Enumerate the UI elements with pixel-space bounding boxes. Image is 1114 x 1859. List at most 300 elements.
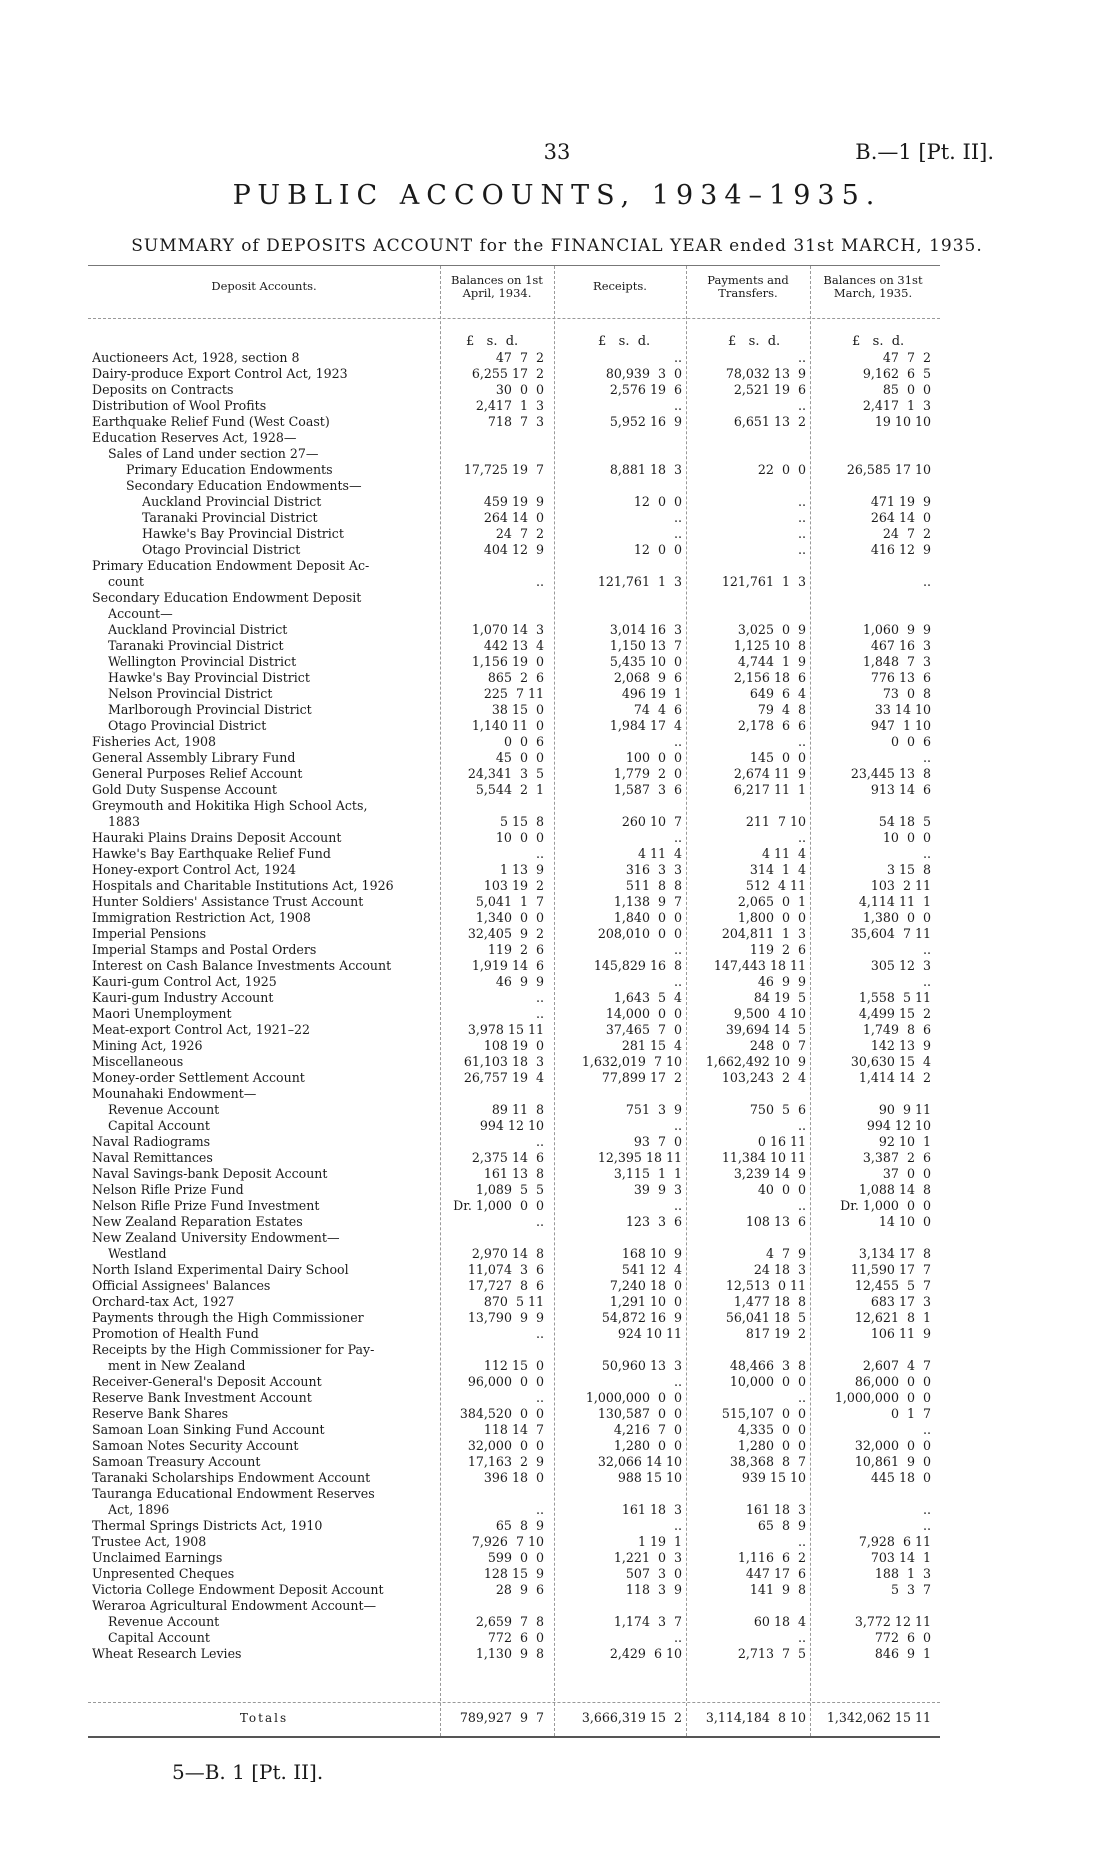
cell-payments: 65 8 9 [757, 1518, 806, 1533]
cell-closing: 3 15 8 [886, 862, 931, 877]
cell-receipts: .. [673, 1118, 682, 1133]
cell-opening: 384,520 0 0 [459, 1406, 544, 1421]
cell-closing: 10 0 0 [882, 830, 931, 845]
table-row [88, 1310, 940, 1326]
cell-receipts: 4,216 7 0 [613, 1422, 682, 1437]
cell-payments: 147,443 18 11 [713, 958, 806, 973]
row-label: Naval Radiograms [92, 1134, 211, 1149]
cell-opening: 32,000 0 0 [467, 1438, 544, 1453]
cell-opening: 32,405 9 2 [467, 926, 544, 941]
row-label: Honey-export Control Act, 1924 [92, 862, 297, 877]
row-label: Fisheries Act, 1908 [92, 734, 217, 749]
row-label: Nelson Provincial District [108, 686, 273, 701]
cell-closing: 5 3 7 [890, 1582, 931, 1597]
cell-payments: .. [797, 830, 806, 845]
row-label: General Assembly Library Fund [92, 750, 296, 765]
table-row [88, 814, 940, 830]
cell-closing: .. [922, 1502, 931, 1517]
row-label: Earthquake Relief Fund (West Coast) [92, 414, 330, 429]
units-opening: £ s. d. [466, 334, 519, 349]
table-row [88, 766, 940, 782]
row-label: Auckland Provincial District [108, 622, 288, 637]
cell-payments: 56,041 18 5 [725, 1310, 806, 1325]
row-label: Samoan Loan Sinking Fund Account [92, 1422, 325, 1437]
cell-opening: .. [535, 1134, 544, 1149]
cell-receipts: 507 3 0 [625, 1566, 682, 1581]
cell-closing: 305 12 3 [870, 958, 931, 973]
cell-payments: 119 2 6 [749, 942, 806, 957]
cell-opening: 404 12 9 [483, 542, 544, 557]
cell-closing: 92 10 1 [878, 1134, 931, 1149]
cell-closing: 73 0 8 [882, 686, 931, 701]
row-label: Nelson Rifle Prize Fund Investment [92, 1198, 320, 1213]
cell-opening: 128 15 9 [483, 1566, 544, 1581]
cell-receipts: 12 0 0 [633, 494, 682, 509]
cell-closing: 142 13 9 [870, 1038, 931, 1053]
table-row [88, 350, 940, 366]
cell-receipts: .. [673, 942, 682, 957]
table-row [88, 430, 940, 446]
cell-receipts: 8,881 18 3 [609, 462, 682, 477]
row-label: Auctioneers Act, 1928, section 8 [92, 350, 300, 365]
cell-opening: .. [535, 846, 544, 861]
row-label: Secondary Education Endowment Deposit [92, 590, 362, 605]
cell-opening: 1,340 0 0 [475, 910, 544, 925]
cell-opening: 5 15 8 [499, 814, 544, 829]
totals-payments: 3,114,184 8 10 [705, 1710, 806, 1725]
cell-receipts: .. [673, 1374, 682, 1389]
row-label: Samoan Treasury Account [92, 1454, 261, 1469]
row-label: Revenue Account [108, 1102, 220, 1117]
col-header-opening: Balances on 1st April, 1934. [451, 273, 543, 300]
cell-payments: 9,500 4 10 [733, 1006, 806, 1021]
cell-opening: 118 14 7 [483, 1422, 544, 1437]
col-header-account: Deposit Accounts. [211, 279, 317, 293]
cell-closing: 3,387 2 6 [862, 1150, 931, 1165]
cell-opening: 2,659 7 8 [475, 1614, 544, 1629]
table-row [88, 366, 940, 382]
row-label: Official Assignees' Balances [92, 1278, 271, 1293]
cell-payments: 24 18 3 [753, 1262, 806, 1277]
cell-closing: 947 1 10 [870, 718, 931, 733]
row-label: ment in New Zealand [108, 1358, 246, 1373]
cell-closing: 85 0 0 [882, 382, 931, 397]
cell-payments: 4,744 1 9 [737, 654, 806, 669]
cell-closing: 54 18 5 [878, 814, 931, 829]
cell-closing: 1,749 8 6 [862, 1022, 931, 1037]
table-row [88, 878, 940, 894]
cell-closing: 12,621 8 1 [854, 1310, 931, 1325]
cell-closing: 1,414 14 2 [858, 1070, 931, 1085]
cell-receipts: 1,291 10 0 [609, 1294, 682, 1309]
cell-opening: 459 19 9 [483, 494, 544, 509]
table-row [88, 510, 940, 526]
table-row [88, 1054, 940, 1070]
cell-receipts: 161 18 3 [621, 1502, 682, 1517]
page-number: 33 [543, 140, 571, 164]
cell-opening: 718 7 3 [487, 414, 544, 429]
cell-payments: 79 4 8 [757, 702, 806, 717]
table-row [88, 590, 940, 606]
table-row [88, 1294, 940, 1310]
cell-closing: 1,558 5 11 [858, 990, 931, 1005]
cell-closing: 47 7 2 [882, 350, 931, 365]
table-row [88, 782, 940, 798]
row-label: Receiver-General's Deposit Account [92, 1374, 322, 1389]
cell-receipts: .. [673, 1630, 682, 1645]
cell-payments: 141 9 8 [749, 1582, 806, 1597]
table-row [88, 526, 940, 542]
row-label: Hawke's Bay Provincial District [108, 670, 310, 685]
cell-payments: 4 11 4 [761, 846, 806, 861]
cell-receipts: .. [673, 734, 682, 749]
table-row [88, 862, 940, 878]
row-label: Unpresented Cheques [92, 1566, 235, 1581]
row-label: Promotion of Health Fund [92, 1326, 259, 1341]
cell-opening: 2,375 14 6 [471, 1150, 544, 1165]
cell-payments: .. [797, 1390, 806, 1405]
col-header-receipts: Receipts. [593, 279, 647, 293]
table-row [88, 1166, 940, 1182]
row-label: Primary Education Endowments [126, 462, 333, 477]
table-row [88, 830, 940, 846]
cell-receipts: 281 15 4 [621, 1038, 682, 1053]
row-label: Thermal Springs Districts Act, 1910 [92, 1518, 323, 1533]
cell-payments: 22 0 0 [757, 462, 806, 477]
cell-payments: 40 0 0 [757, 1182, 806, 1197]
cell-opening: 45 0 0 [495, 750, 544, 765]
row-label: Immigration Restriction Act, 1908 [92, 910, 311, 925]
cell-closing: 2,607 4 7 [862, 1358, 931, 1373]
cell-receipts: 123 3 6 [625, 1214, 682, 1229]
cell-receipts: 316 3 3 [625, 862, 682, 877]
row-label: Meat-export Control Act, 1921–22 [92, 1022, 311, 1037]
cell-receipts: 145,829 16 8 [593, 958, 682, 973]
row-label: Dairy-produce Export Control Act, 1923 [92, 366, 348, 381]
cell-opening: Dr. 1,000 0 0 [453, 1198, 544, 1213]
cell-receipts: .. [673, 350, 682, 365]
cell-receipts: 1,587 3 6 [613, 782, 682, 797]
cell-receipts: 12,395 18 11 [597, 1150, 682, 1165]
cell-opening: .. [535, 1326, 544, 1341]
cell-opening: 1,089 5 5 [475, 1182, 544, 1197]
row-label: Otago Provincial District [108, 718, 267, 733]
cell-payments: .. [797, 494, 806, 509]
table-row [88, 1246, 940, 1262]
cell-closing: 846 9 1 [874, 1646, 931, 1661]
table-row [88, 1566, 940, 1582]
cell-opening: 161 13 8 [483, 1166, 544, 1181]
row-label: Reserve Bank Shares [92, 1406, 229, 1421]
cell-opening: .. [535, 1214, 544, 1229]
row-label: Hauraki Plains Drains Deposit Account [92, 830, 342, 845]
cell-opening: 17,727 8 6 [467, 1278, 544, 1293]
cell-closing: 30,630 15 4 [850, 1054, 931, 1069]
cell-payments: 2,065 0 1 [737, 894, 806, 909]
cell-receipts: 496 19 1 [621, 686, 682, 701]
cell-opening: 1 13 9 [499, 862, 544, 877]
deposits-table [88, 265, 940, 1738]
cell-receipts: 168 10 9 [621, 1246, 682, 1261]
cell-payments: .. [797, 350, 806, 365]
cell-opening: 10 0 0 [495, 830, 544, 845]
cell-payments: 1,800 0 0 [737, 910, 806, 925]
table-row [88, 1438, 940, 1454]
cell-closing: 7,928 6 11 [858, 1534, 931, 1549]
cell-opening: 112 15 0 [483, 1358, 544, 1373]
cell-payments: 939 15 10 [741, 1470, 806, 1485]
cell-receipts: 2,576 19 6 [609, 382, 682, 397]
cell-payments: .. [797, 1118, 806, 1133]
row-label: Miscellaneous [92, 1054, 184, 1069]
cell-opening: 772 6 0 [487, 1630, 544, 1645]
totals-row [88, 1710, 940, 1726]
cell-closing: 2,417 1 3 [862, 398, 931, 413]
cell-payments: 10,000 0 0 [729, 1374, 806, 1389]
row-label: Sales of Land under section 27— [108, 446, 319, 461]
table-row [88, 1470, 940, 1486]
cell-closing: 35,604 7 11 [850, 926, 931, 941]
cell-opening: .. [535, 1006, 544, 1021]
row-label: Payments through the High Commissioner [92, 1310, 364, 1325]
cell-receipts: 93 7 0 [633, 1134, 682, 1149]
cell-payments: 1,116 6 2 [737, 1550, 806, 1565]
cell-receipts: 924 10 11 [617, 1326, 682, 1341]
totals-closing: 1,342,062 15 11 [826, 1710, 931, 1725]
cell-receipts: 5,952 16 9 [609, 414, 682, 429]
cell-payments: 3,239 14 9 [733, 1166, 806, 1181]
cell-payments: 2,674 11 9 [733, 766, 806, 781]
cell-payments: 78,032 13 9 [725, 366, 806, 381]
cell-closing: 106 11 9 [870, 1326, 931, 1341]
cell-closing: 471 19 9 [870, 494, 931, 509]
table-row [88, 1502, 940, 1518]
cell-opening: 0 0 6 [503, 734, 544, 749]
cell-opening: 1,156 19 0 [471, 654, 544, 669]
cell-receipts: 77,899 17 2 [601, 1070, 682, 1085]
cell-opening: 1,070 14 3 [471, 622, 544, 637]
cell-closing: 1,060 9 9 [862, 622, 931, 637]
row-label: count [108, 574, 144, 589]
totals-rule [88, 1702, 940, 1703]
table-row [88, 1422, 940, 1438]
cell-receipts: 1,280 0 0 [613, 1438, 682, 1453]
table-row [88, 926, 940, 942]
cell-opening: 119 2 6 [487, 942, 544, 957]
cell-opening: 24 7 2 [495, 526, 544, 541]
cell-receipts: 1,632,019 7 10 [581, 1054, 682, 1069]
cell-closing: 23,445 13 8 [850, 766, 931, 781]
header-rule [88, 318, 940, 319]
table-row [88, 1022, 940, 1038]
cell-receipts: 130,587 0 0 [597, 1406, 682, 1421]
cell-payments: .. [797, 1534, 806, 1549]
cell-payments: 48,466 3 8 [729, 1358, 806, 1373]
cell-payments: 211 7 10 [745, 814, 806, 829]
cell-payments: 750 5 6 [749, 1102, 806, 1117]
cell-closing: .. [922, 942, 931, 957]
table-row [88, 958, 940, 974]
cell-closing: 32,000 0 0 [854, 1438, 931, 1453]
table-row [88, 910, 940, 926]
cell-receipts: 74 4 6 [633, 702, 682, 717]
row-label: Mounahaki Endowment— [92, 1086, 257, 1101]
row-label: Capital Account [108, 1630, 210, 1645]
row-label: Naval Remittances [92, 1150, 213, 1165]
cell-opening: 13,790 9 9 [467, 1310, 544, 1325]
row-label: Taranaki Provincial District [108, 638, 284, 653]
totals-opening: 789,927 9 7 [459, 1710, 544, 1725]
row-label: Unclaimed Earnings [92, 1550, 223, 1565]
units-closing: £ s. d. [852, 334, 905, 349]
cell-opening: 28 9 6 [495, 1582, 544, 1597]
row-label: Weraroa Agricultural Endowment Account— [92, 1598, 377, 1613]
cell-receipts: 541 12 4 [621, 1262, 682, 1277]
table-row [88, 670, 940, 686]
cell-payments: 108 13 6 [745, 1214, 806, 1229]
cell-closing: 103 2 11 [870, 878, 931, 893]
table-row [88, 1406, 940, 1422]
cell-opening: 396 18 0 [483, 1470, 544, 1485]
cell-receipts: 54,872 16 9 [601, 1310, 682, 1325]
table-row [88, 1006, 940, 1022]
page-title: PUBLIC ACCOUNTS, 1934–1935. [232, 180, 882, 211]
cell-receipts: 208,010 0 0 [597, 926, 682, 941]
table-row [88, 462, 940, 478]
cell-opening: 3,978 15 11 [467, 1022, 544, 1037]
col-header-closing: Balances on 31st March, 1935. [823, 273, 923, 300]
table-row [88, 1614, 940, 1630]
cell-closing: 1,848 7 3 [862, 654, 931, 669]
row-label: Wellington Provincial District [108, 654, 297, 669]
row-label: Mining Act, 1926 [92, 1038, 203, 1053]
cell-closing: .. [922, 1422, 931, 1437]
cell-opening: 5,544 2 1 [475, 782, 544, 797]
cell-receipts: 751 3 9 [625, 1102, 682, 1117]
cell-receipts: 37,465 7 0 [605, 1022, 682, 1037]
cell-closing: 26,585 17 10 [846, 462, 931, 477]
cell-closing: .. [922, 750, 931, 765]
row-label: Kauri-gum Control Act, 1925 [92, 974, 277, 989]
cell-opening: 2,970 14 8 [471, 1246, 544, 1261]
cell-opening: 599 0 0 [487, 1550, 544, 1565]
row-label: Taranaki Scholarships Endowment Account [92, 1470, 371, 1485]
table-row [88, 990, 940, 1006]
row-label: Taranaki Provincial District [142, 510, 318, 525]
cell-receipts: 1,174 3 7 [613, 1614, 682, 1629]
row-label: Nelson Rifle Prize Fund [92, 1182, 244, 1197]
row-label: New Zealand Reparation Estates [92, 1214, 303, 1229]
cell-receipts: 1,984 17 4 [609, 718, 682, 733]
cell-opening: 1,919 14 6 [471, 958, 544, 973]
cell-payments: 649 6 4 [749, 686, 806, 701]
col-header-payments: Payments and Transfers. [707, 273, 789, 300]
cell-opening: 89 11 8 [491, 1102, 544, 1117]
cell-receipts: .. [673, 1198, 682, 1213]
table-row [88, 382, 940, 398]
cell-payments: 46 9 9 [757, 974, 806, 989]
cell-opening: .. [535, 990, 544, 1005]
cell-opening: 96,000 0 0 [467, 1374, 544, 1389]
cell-opening: 11,074 3 6 [467, 1262, 544, 1277]
table-row [88, 1198, 940, 1214]
cell-opening: 103 19 2 [483, 878, 544, 893]
table-row [88, 894, 940, 910]
cell-opening: 264 14 0 [483, 510, 544, 525]
table-row [88, 1374, 940, 1390]
cell-receipts: 80,939 3 0 [605, 366, 682, 381]
table-row [88, 638, 940, 654]
cell-payments: 248 0 7 [749, 1038, 806, 1053]
row-label: Education Reserves Act, 1928— [92, 430, 297, 445]
cell-closing: 11,590 17 7 [850, 1262, 931, 1277]
cell-payments: 145 0 0 [749, 750, 806, 765]
table-row [88, 1454, 940, 1470]
cell-closing: Dr. 1,000 0 0 [840, 1198, 931, 1213]
cell-closing: 776 13 6 [870, 670, 931, 685]
row-label: Primary Education Endowment Deposit Ac- [92, 558, 370, 573]
table-row [88, 1102, 940, 1118]
table-row [88, 798, 940, 814]
cell-payments: 38,368 8 7 [729, 1454, 806, 1469]
table-row [88, 1550, 940, 1566]
units-receipts: £ s. d. [598, 334, 651, 349]
cell-receipts: 1,221 0 3 [613, 1550, 682, 1565]
cell-payments: .. [797, 526, 806, 541]
cell-receipts: 1,779 2 0 [613, 766, 682, 781]
cell-receipts: 12 0 0 [633, 542, 682, 557]
table-row [88, 398, 940, 414]
cell-opening: 225 7 11 [483, 686, 544, 701]
cell-closing: .. [922, 974, 931, 989]
cell-payments: 314 1 4 [749, 862, 806, 877]
cell-payments: .. [797, 1630, 806, 1645]
cell-closing: .. [922, 846, 931, 861]
cell-closing: 0 0 6 [890, 734, 931, 749]
cell-closing: 1,088 14 8 [858, 1182, 931, 1197]
row-label: Greymouth and Hokitika High School Acts, [92, 798, 368, 813]
cell-closing: 703 14 1 [870, 1550, 931, 1565]
table-row [88, 1086, 940, 1102]
row-label: Imperial Stamps and Postal Orders [92, 942, 317, 957]
cell-receipts: 1 19 1 [637, 1534, 682, 1549]
row-label: Victoria College Endowment Deposit Account [92, 1582, 384, 1597]
cell-payments: 2,713 7 5 [737, 1646, 806, 1661]
cell-closing: 3,772 12 11 [854, 1614, 931, 1629]
row-label: Capital Account [108, 1118, 210, 1133]
cell-receipts: 1,840 0 0 [613, 910, 682, 925]
table-row [88, 1134, 940, 1150]
row-label: Otago Provincial District [142, 542, 301, 557]
cell-closing: .. [922, 1518, 931, 1533]
cell-closing: 4,114 11 1 [858, 894, 931, 909]
cell-closing: 86,000 0 0 [854, 1374, 931, 1389]
cell-closing: 683 17 3 [870, 1294, 931, 1309]
table-row [88, 1118, 940, 1134]
table-row [88, 1534, 940, 1550]
row-label: Naval Savings-bank Deposit Account [92, 1166, 328, 1181]
table-row [88, 494, 940, 510]
cell-opening: 17,163 2 9 [467, 1454, 544, 1469]
cell-receipts: .. [673, 526, 682, 541]
table-row [88, 702, 940, 718]
totals-receipts: 3,666,319 15 2 [581, 1710, 682, 1725]
row-label: Maori Unemployment [92, 1006, 232, 1021]
cell-receipts: 511 8 8 [625, 878, 682, 893]
cell-payments: 60 18 4 [753, 1614, 806, 1629]
cell-closing: 445 18 0 [870, 1470, 931, 1485]
table-row [88, 446, 940, 462]
